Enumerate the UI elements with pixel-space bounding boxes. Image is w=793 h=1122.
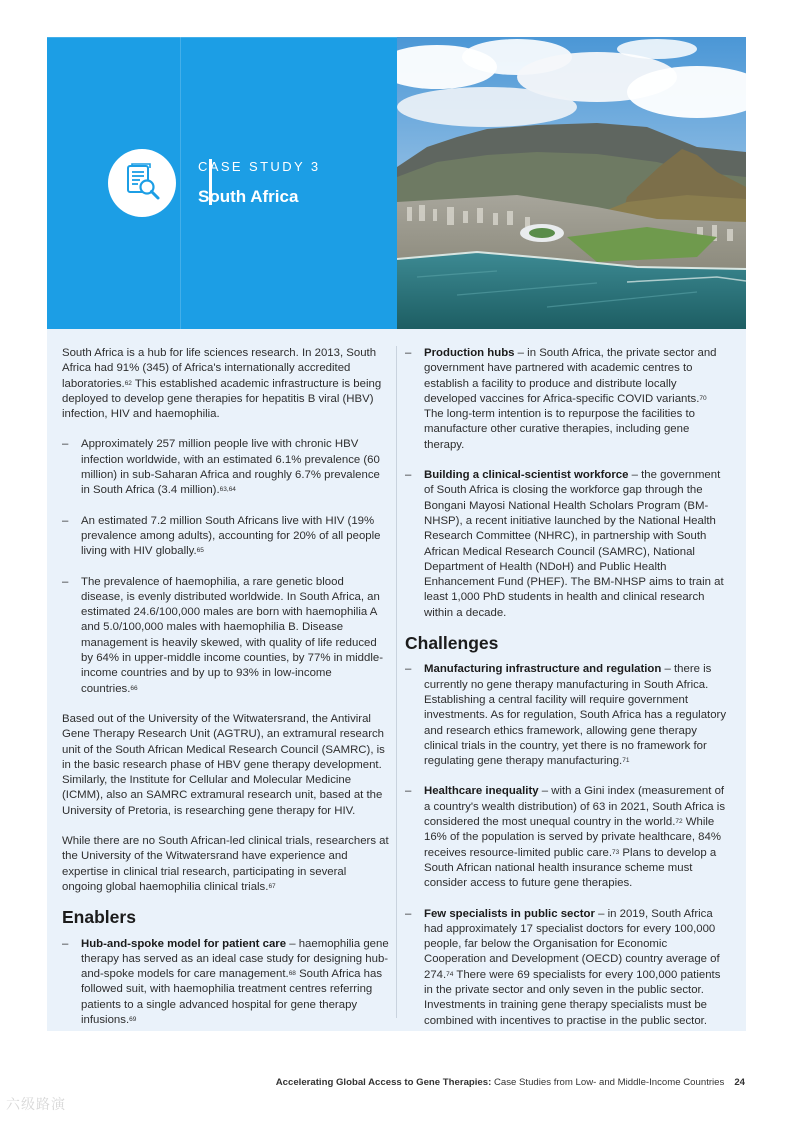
footer-title-bold: Accelerating Global Access to Gene Therapies: <box>275 1077 492 1088</box>
agtru-paragraph: Based out of the University of the Witwatersrand, the Antiviral Gene Therapy Research Unit (AGTRU), an extramural research unit of the South African Medical Research Council (SAMRC), is in the basic research phase of HBV gene therapy development. Similarly, the Institute for Cellular and Molecular Medicine (ICMM), also an SAMRC extramural research unit, based at the University of Pretoria, is researching gene therapy for HIV. <box>62 712 385 817</box>
case-study-label: CASE STUDY 3 <box>198 159 321 174</box>
page-footer <box>200 1077 745 1088</box>
case-study-title: South Africa <box>198 187 299 206</box>
header-banner <box>47 37 746 329</box>
list-item: – Approximately 257 million people live with chronic HBV infection worldwide, with an estimated 6.1% prevalence (60 million) in sub-Saharan Africa and roughly 6.7% prevalence in South Africa (3.4 million).$^{63,64}$ <box>62 438 380 497</box>
page-number: 24 <box>734 1077 745 1088</box>
enablers-heading: Enablers <box>62 907 136 928</box>
list-item: – Building a clinical-scientist workforce – the government of South Africa is closing the workforce gap through the Bongani Mayosi National Health Scholars Program (BM-NHSP), a recent initiative launched by the National Health Research Committee (NHRC), in partnership with South African Medical Research Council (SAMRC), National Department of Health (NDoH) and Public Health Enhancement Fund (PHEF). The BM-NHSP aims to train at least 1,000 PhD students in health and clinical research within a decade. <box>405 469 724 619</box>
cape-town-aerial-photo <box>397 37 746 329</box>
case-study-icon-circle <box>108 149 176 217</box>
header-blue-panel <box>47 37 397 329</box>
list-item: – Healthcare inequality – with a Gini index (measurement of a country's wealth distribution) of 63 in 2021, South Africa is considered the most unequal country in the world.$^{72}$ While 16% of the population is served by private healthcare, 84% receives resource-limited public care.$^{73}$ Plans to develop a South African national health insurance scheme must consider access to future gene therapies. <box>405 785 726 890</box>
list-item: – Hub-and-spoke model for patient care – haemophilia gene therapy has served as an ideal case study for designing hub-and-spoke models for care management.$^{68}$ South Africa has followed suit, with haemophilia treatment centres referring patients to a single advanced hospital for gene therapy infusions.$^{69}$ <box>62 937 389 1026</box>
left-column <box>62 346 389 1043</box>
intro-paragraph: South Africa is a hub for life sciences research. In 2013, South Africa had 91% (345) of Africa's internationally accredited laboratories.$^{62}$ This established academic infrastructure is being deployed to develop gene therapies for hepatitis B viral (HBV) infection, HIV and haemophilia. <box>62 347 382 421</box>
right-column <box>405 346 728 1044</box>
watermark: 六级路演 <box>6 1096 66 1112</box>
document-search-icon <box>124 163 162 203</box>
list-item: – Production hubs – in South Africa, the private sector and government have partnered with academic centres to establish a facility to produce and distribute locally developed vaccines for Africa-specific COVID variants.$^{70}$ The long-term intention is to repurpose the facilities to manufacture other curative therapies, including gene therapy. <box>405 347 717 451</box>
clinical-trials-paragraph: While there are no South African-led clinical trials, researchers at the University of the Witwatersrand have experience and expertise in clinical trial research, participating in several ongoing global haemophilia clinical trials.$^{67}$ <box>62 835 389 893</box>
list-item: – An estimated 7.2 million South Africans live with HIV (19% prevalence among adults), accounting for 20% of all people living with HIV globally.$^{65}$ <box>62 514 381 558</box>
list-item: – Few specialists in public sector – in 2019, South Africa had approximately 17 specialist doctors for every 100,000 people, far below the Organisation for Economic Cooperation and Development (OECD) country average of 274.74 There were 69 specialists for every 100,000 patients in the private sector and only seven in the public sector. Investments in training gene therapy specialists must be combined with incentives to practise in the public sector. <box>405 907 721 1027</box>
column-divider <box>396 346 397 1018</box>
list-item: – The prevalence of haemophilia, a rare genetic blood disease, is evenly distributed worldwide. In South Africa, an estimated 24.6/100,000 males are born with haemophilia A and 5.0/100,000 males with haemophilia B. Disease management is heavily skewed, with quality of life reduced by 64% in upper-middle income counties, by 77% in middle-income countries and by up to 93% in low-income countries.$^{66}$ <box>62 575 384 695</box>
list-item: – Manufacturing infrastructure and regulation – there is currently no gene therapy manufacturing in South Africa. Establishing a central facility will require government investments. As for regulation, South Africa has a regulatory and research ethics framework, allowing gene therapy clinical trials in the country, yet there is no framework for regulating gene therapy manufacturing.$^{71}$ <box>405 663 727 768</box>
challenges-heading: Challenges <box>405 633 499 654</box>
footer-title-rest: Case Studies from Low- and Middle-Income Countries <box>491 1077 725 1088</box>
